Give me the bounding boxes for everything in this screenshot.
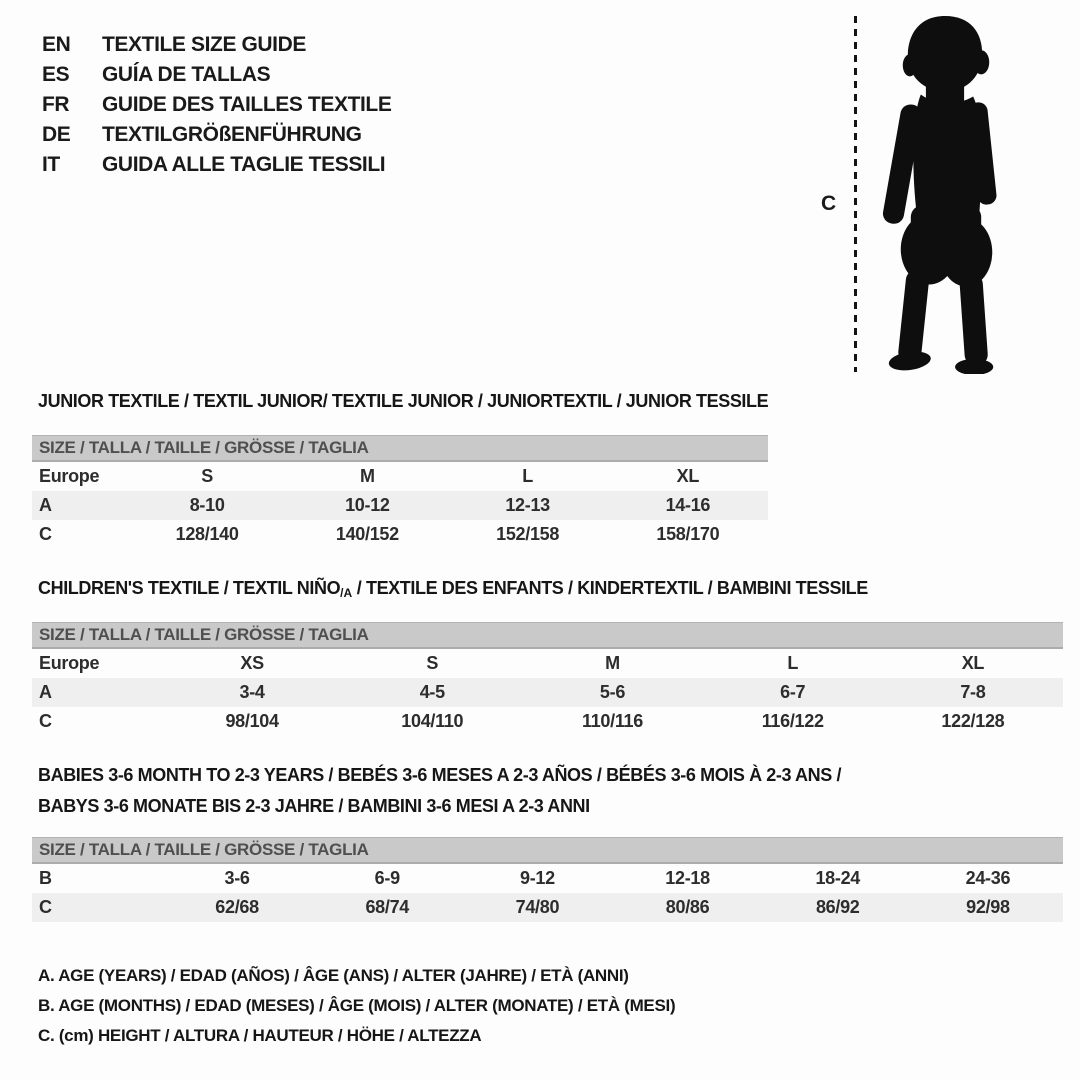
value-cell: 4-5 <box>419 682 445 702</box>
size-cell: M <box>360 466 375 486</box>
lang-code: EN <box>42 33 71 56</box>
row-label: C <box>39 524 52 544</box>
measure-legend <box>38 961 675 1051</box>
table-row-age-months <box>32 864 1063 893</box>
value-cell: 24-36 <box>965 868 1011 888</box>
lang-code: DE <box>42 123 71 146</box>
lang-code: FR <box>42 93 70 116</box>
lang-row-it <box>42 150 391 180</box>
size-cell: S <box>426 653 439 673</box>
value-cell: 8-10 <box>189 495 225 515</box>
value-cell: 12-18 <box>665 868 710 888</box>
value-cell: 6-9 <box>374 868 400 888</box>
table-row-height <box>32 707 1063 736</box>
lang-row-en <box>42 30 391 60</box>
section-title-children-pre: CHILDREN'S TEXTILE / TEXTIL NIÑO <box>38 578 341 598</box>
table-row-europe <box>32 649 1063 678</box>
value-cell: 5-6 <box>599 682 626 702</box>
row-label: C <box>39 711 52 731</box>
value-cell: 3-6 <box>224 868 250 888</box>
value-cell: 3-4 <box>239 682 265 702</box>
height-measure-dotted-line <box>854 16 857 372</box>
value-cell: 14-16 <box>665 495 711 515</box>
lang-title: TEXTILGRÖßENFÜHRUNG <box>102 123 362 146</box>
lang-title: GUÍA DE TALLAS <box>102 63 271 86</box>
size-cell: S <box>201 466 213 486</box>
size-cell: XS <box>240 653 264 673</box>
value-cell: 6-7 <box>780 682 806 702</box>
value-cell: 152/158 <box>496 524 560 544</box>
table-row-age <box>32 491 768 520</box>
row-label: C <box>39 897 52 917</box>
size-cell: L <box>522 466 533 486</box>
row-label: A <box>39 682 52 702</box>
value-cell: 116/122 <box>761 711 824 731</box>
size-cell: M <box>605 653 620 673</box>
toddler-silhouette-icon <box>864 12 1026 374</box>
value-cell: 18-24 <box>815 868 861 888</box>
value-cell: 68/74 <box>365 897 410 917</box>
legend-line-c: C. (cm) HEIGHT / ALTURA / HAUTEUR / HÖHE / ALTEZZA <box>38 1026 482 1045</box>
lang-title: GUIDA ALLE TAGLIE TESSILI <box>102 153 386 176</box>
lang-title: GUIDE DES TAILLES TEXTILE <box>102 93 392 116</box>
value-cell: 122/128 <box>941 711 1005 731</box>
value-cell: 80/86 <box>665 897 710 917</box>
section-title-babies-line2: BABYS 3-6 MONATE BIS 2-3 JAHRE / BAMBINI 3-6 MESI A 2-3 ANNI <box>38 796 590 816</box>
value-cell: 62/68 <box>215 897 259 917</box>
lang-title: TEXTILE SIZE GUIDE <box>102 33 306 56</box>
section-title-babies <box>38 760 841 822</box>
lang-row-de <box>42 120 391 150</box>
table-row-height <box>32 893 1063 922</box>
value-cell: 128/140 <box>175 524 239 544</box>
value-cell: 158/170 <box>656 524 720 544</box>
value-cell: 140/152 <box>335 524 399 544</box>
value-cell: 12-13 <box>505 495 550 515</box>
value-cell: 92/98 <box>966 897 1010 917</box>
value-cell: 110/116 <box>582 711 643 731</box>
section-title-junior: JUNIOR TEXTILE / TEXTIL JUNIOR/ TEXTILE JUNIOR / JUNIORTEXTIL / JUNIOR TESSILE <box>38 391 769 411</box>
legend-line-a: A. AGE (YEARS) / EDAD (AÑOS) / ÂGE (ANS) / ALTER (JAHRE) / ETÀ (ANNI) <box>38 966 629 985</box>
legend-line-b: B. AGE (MONTHS) / EDAD (MESES) / ÂGE (MOIS) / ALTER (MONATE) / ETÀ (MESI) <box>38 996 676 1015</box>
height-measure-label: C <box>821 192 837 215</box>
size-header-band: SIZE / TALLA / TAILLE / GRÖSSE / TAGLIA <box>32 622 1063 649</box>
value-cell: 98/104 <box>225 711 279 731</box>
language-title-list <box>42 30 391 180</box>
children-size-table <box>32 622 1063 736</box>
value-cell: 10-12 <box>345 495 390 515</box>
section-title-children-sub: /A <box>340 586 353 600</box>
lang-row-fr <box>42 90 391 120</box>
section-title-babies-line1: BABIES 3-6 MONTH TO 2-3 YEARS / BEBÉS 3-6 MESES A 2-3 AÑOS / BÉBÉS 3-6 MOIS À 2-3 ANS / <box>38 765 842 785</box>
lang-row-es <box>42 60 391 90</box>
section-title-children <box>38 578 868 599</box>
junior-size-table <box>32 435 768 549</box>
row-label: A <box>39 495 52 515</box>
row-label: Europe <box>39 653 100 673</box>
value-cell: 74/80 <box>515 897 560 917</box>
row-label: B <box>39 868 52 888</box>
size-header-band: SIZE / TALLA / TAILLE / GRÖSSE / TAGLIA <box>32 837 1063 864</box>
table-row-europe <box>32 462 768 491</box>
value-cell: 7-8 <box>960 682 986 702</box>
babies-size-table <box>32 837 1063 922</box>
lang-code: IT <box>42 153 60 176</box>
lang-code: ES <box>42 63 70 86</box>
size-header-band: SIZE / TALLA / TAILLE / GRÖSSE / TAGLIA <box>32 435 768 462</box>
row-label: Europe <box>39 466 100 486</box>
section-title-children-post: / TEXTILE DES ENFANTS / KINDERTEXTIL / BAMBINI TESSILE <box>352 578 868 598</box>
size-cell: L <box>787 653 799 673</box>
table-row-height <box>32 520 768 549</box>
size-cell: XL <box>961 653 985 673</box>
size-cell: XL <box>676 466 700 486</box>
value-cell: 9-12 <box>520 868 555 888</box>
table-row-age <box>32 678 1063 707</box>
value-cell: 86/92 <box>815 897 860 917</box>
value-cell: 104/110 <box>401 711 464 731</box>
